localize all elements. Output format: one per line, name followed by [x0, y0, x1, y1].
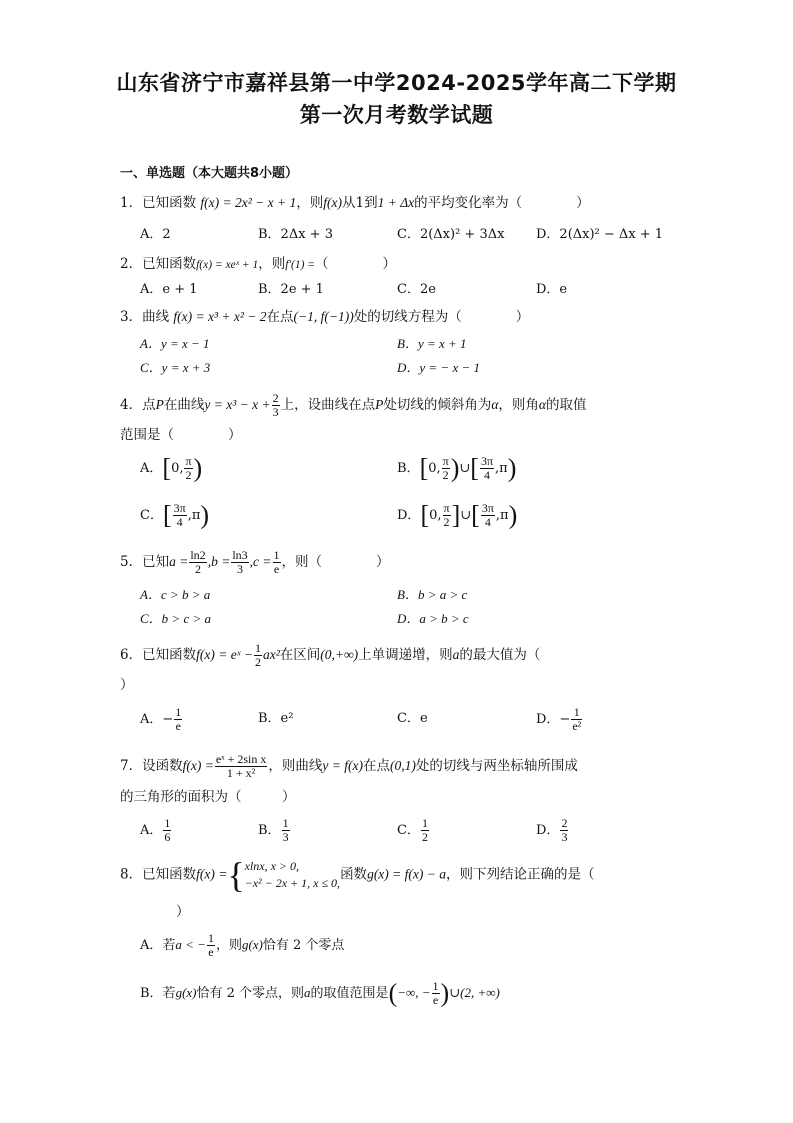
right-paren: ) [507, 453, 517, 483]
left-bracket: [ [162, 500, 172, 530]
fraction-denominator: e [432, 993, 439, 1007]
fraction-denominator: 2 [185, 468, 192, 482]
q6-text-3: 上单调递增，则 [358, 647, 453, 663]
fraction-denominator: 3 [561, 830, 568, 844]
question-7-line-2: 的三角形的面积为（ ） [120, 789, 296, 805]
question-2 [120, 254, 396, 275]
q7-a-fraction [163, 817, 171, 844]
left-paren: ( [388, 978, 398, 1008]
question-number: 5． [120, 554, 143, 570]
question-8 [120, 855, 595, 895]
q7-option-d[interactable] [536, 817, 569, 844]
option-formula: a < − [175, 937, 206, 952]
interval-end: ,π [495, 461, 508, 476]
fraction-numerator: 1 [175, 705, 182, 719]
q4-text-1: 点 [142, 397, 156, 413]
q2-option-c[interactable]: C．2e [397, 282, 436, 297]
q4-text-2: 在曲线 [163, 397, 205, 413]
fraction-denominator: 2 [421, 830, 428, 844]
union-symbol: ∪ [460, 508, 472, 523]
question-1 [120, 193, 590, 213]
q3-option-c[interactable]: C．y = x + 3 [140, 360, 211, 375]
q5-fraction-b [231, 549, 248, 576]
right-paren: ) [450, 453, 460, 483]
fraction-numerator: 1 [273, 548, 280, 562]
q6-text-1: 已知函数 [142, 647, 197, 663]
q3-option-d[interactable]: D．y = − x − 1 [397, 360, 480, 375]
interval-second: (2, +∞) [460, 985, 500, 1000]
q7-formula-2: y = f(x) [322, 758, 363, 773]
q4-option-c[interactable] [140, 502, 209, 529]
fraction-numerator: 1 [421, 816, 428, 830]
fraction-denominator: 2 [254, 655, 261, 669]
fraction-denominator: 1 + x² [226, 766, 256, 780]
q4-d-fraction-1 [443, 502, 451, 529]
fraction-numerator: 1 [571, 706, 582, 720]
fraction-denominator: 3 [236, 562, 243, 576]
option-text: 的取值范围是 [310, 986, 389, 1001]
q8-a-fraction [207, 932, 215, 959]
q5-var-b: ,b = [207, 554, 231, 569]
fraction-numerator: 3π [481, 501, 494, 515]
option-letter: B． [397, 461, 420, 476]
piecewise-case-2: −x² − 2x + 1, x ≤ 0, [244, 876, 341, 890]
q6-d-fraction [571, 706, 582, 733]
question-number: 6． [120, 647, 143, 663]
q1-formula-1: f(x) = 2x² − x + 1 [200, 195, 297, 210]
option-letter: D． [397, 508, 421, 523]
fraction-denominator: 4 [484, 515, 491, 529]
fraction-numerator: ln3 [232, 548, 248, 562]
interval-end: ,π [495, 508, 509, 523]
q4-text-4: 处切线的倾斜角为 [383, 397, 492, 413]
fraction-numerator: 1 [207, 931, 214, 945]
q4-fraction [272, 392, 280, 419]
option-formula: a [304, 985, 311, 1000]
fraction-numerator: 1 [254, 641, 261, 655]
fraction-denominator: e² [572, 719, 582, 733]
q5-fraction-c [273, 549, 281, 576]
q1-text-4: 的平均变化率为（ ） [414, 195, 590, 211]
q8-text-1: 已知函数 [142, 866, 197, 883]
q7-c-fraction [421, 817, 429, 844]
option-formula: g(x) [175, 985, 197, 1000]
q5-text-2: ，则（ ） [281, 554, 390, 570]
q8-option-b[interactable] [140, 980, 500, 1007]
option-formula: g(x) [241, 937, 263, 952]
interval-start: 0, [428, 461, 441, 476]
question-number: 2． [120, 256, 143, 272]
q2-option-d[interactable]: D．e [536, 282, 568, 297]
interval-start: 0, [171, 461, 184, 476]
fraction-denominator: 6 [164, 830, 171, 844]
q6-formula-4: a [452, 647, 460, 662]
question-4-line-2: 范围是（ ） [120, 427, 242, 443]
piecewise-cases [245, 858, 340, 892]
q5-option-c[interactable]: C．b > c > a [140, 611, 211, 626]
q4-option-b[interactable] [397, 455, 516, 482]
q5-option-d[interactable]: D．a > b > c [397, 611, 469, 626]
q7-option-a[interactable] [140, 817, 172, 844]
fraction-numerator: 1 [282, 816, 289, 830]
q8-text-2: 函数 [340, 866, 368, 883]
q8-formula-2: g(x) = f(x) − a [367, 866, 446, 882]
interval-start: −∞, − [397, 985, 431, 1000]
fraction-denominator: 2 [442, 468, 449, 482]
option-letter: C． [140, 508, 163, 523]
q7-text-2: ，则曲线 [268, 758, 323, 774]
left-bracket: [ [419, 453, 429, 483]
fraction-numerator: π [443, 501, 450, 515]
right-paren: ) [200, 500, 210, 530]
q4-formula-4: α [491, 397, 499, 412]
q2-text-2: ，则 [258, 256, 286, 272]
title-line-2: 第一次月考数学试题 [299, 103, 494, 127]
question-number: 4． [120, 397, 143, 413]
q4-formula-1: P [155, 397, 164, 412]
option-letter: B． [258, 823, 281, 838]
fraction-numerator: 3π [173, 501, 186, 515]
q6-formula-1: f(x) = eˣ − [196, 647, 253, 662]
option-letter: C． [397, 823, 420, 838]
question-4 [120, 392, 587, 419]
fraction-numerator: 1 [164, 816, 171, 830]
q8-option-a[interactable] [140, 932, 344, 959]
q4-d-fraction-2 [481, 502, 495, 529]
right-bracket: ] [451, 500, 461, 530]
fraction-numerator: 2 [272, 391, 279, 405]
q1-text-2: ，则 [296, 195, 324, 211]
option-text: D．− [536, 712, 571, 727]
q6-option-b[interactable]: B．e² [258, 711, 294, 726]
q5-option-a[interactable]: A．c > b > a [140, 587, 211, 602]
q2-text-3: （ ） [315, 256, 397, 272]
q3-formula-1: f(x) = x³ + x² − 2 [173, 309, 267, 324]
interval-start: 0, [429, 508, 442, 523]
right-paren: ) [193, 453, 203, 483]
q7-text-4: 处的切线与两坐标轴所围成 [415, 758, 578, 774]
q1-option-a[interactable]: A．2 [140, 227, 171, 242]
q7-option-c[interactable] [397, 817, 430, 844]
q3-option-a[interactable]: A．y = x − 1 [140, 336, 210, 351]
question-number: 3． [120, 309, 143, 325]
q5-var-a: a = [169, 554, 189, 569]
q2-text-1: 已知函数 [142, 256, 197, 272]
fraction-numerator: π [442, 454, 449, 468]
option-text: ，则 [215, 938, 242, 953]
q1-formula-2: f(x) [323, 195, 342, 210]
piecewise-case-1: xlnx, x > 0, [244, 859, 300, 873]
q6-formula-3: (0,+∞) [320, 647, 359, 662]
q1-text-1: 已知函数 [142, 195, 197, 211]
q6-a-fraction [174, 706, 182, 733]
q8-text-3: ，则下列结论正确的是（ [446, 866, 595, 883]
q7-fraction [215, 753, 268, 780]
question-number: 7． [120, 758, 143, 774]
q1-text-3: 从1到 [341, 195, 378, 211]
q1-formula-3: 1 + Δx [377, 195, 415, 210]
fraction-denominator: 3 [282, 830, 289, 844]
interval-end: ,π [187, 508, 201, 523]
q6-text-4: 的最大值为（ [459, 647, 541, 663]
question-number: 8． [120, 866, 143, 883]
q5-fraction-a [189, 549, 206, 576]
q7-text-3: 在点 [362, 758, 390, 774]
q7-formula-3: (0,1) [389, 758, 416, 773]
q2-option-a[interactable]: A．e + 1 [140, 282, 198, 297]
fraction-denominator: 3 [272, 405, 279, 419]
q8-b-fraction [432, 980, 440, 1007]
fraction-denominator: e [175, 719, 181, 733]
q1-option-b[interactable]: B．2Δx + 3 [258, 227, 333, 242]
question-3 [120, 307, 529, 327]
q3-text-3: 处的切线方程为（ ） [353, 309, 530, 325]
option-letter: D． [536, 823, 560, 838]
fraction-denominator: 2 [443, 515, 450, 529]
q4-b-fraction-2 [480, 455, 494, 482]
q7-formula-1: f(x) = [182, 758, 214, 773]
q2-formula-1: f(x) = xeˣ + 1 [196, 259, 259, 271]
option-letter: A． [140, 461, 163, 476]
fraction-numerator: 3π [480, 454, 494, 468]
left-bracket: [ [420, 500, 430, 530]
left-bracket: [ [470, 453, 479, 483]
q4-option-a[interactable] [140, 455, 202, 482]
right-paren: ) [508, 500, 518, 530]
q6-text-2: 在区间 [279, 647, 321, 663]
q5-text-1: 已知 [142, 554, 170, 570]
q4-a-fraction [184, 455, 192, 482]
left-bracket: [ [471, 500, 480, 530]
q4-c-fraction [173, 502, 187, 529]
q5-option-b[interactable]: B．b > a > c [397, 587, 468, 602]
q6-formula-2: ax² [262, 647, 280, 662]
q7-b-fraction [282, 817, 290, 844]
q8-formula-1: f(x) = [196, 866, 228, 882]
fraction-numerator: π [185, 454, 192, 468]
fraction-denominator: 4 [176, 515, 183, 529]
section-heading: 一、单选题（本大题共8小题） [120, 166, 299, 181]
union-symbol: ∪ [459, 461, 471, 476]
q4-text-5: ，则角 [498, 397, 539, 413]
q6-option-a[interactable] [140, 706, 183, 733]
q4-b-fraction-1 [442, 455, 450, 482]
q1-option-d[interactable]: D．2(Δx)² − Δx + 1 [536, 227, 664, 242]
option-text: 恰有 2 个零点 [262, 938, 345, 953]
option-text: A．若 [140, 938, 176, 953]
q4-text-6: 的取值 [546, 397, 587, 413]
option-text: A．− [140, 712, 174, 727]
option-text: B．若 [140, 986, 176, 1001]
q3-text-2: 在点 [266, 309, 294, 325]
question-6 [120, 642, 540, 669]
right-paren: ) [440, 978, 450, 1008]
fraction-numerator: 2 [561, 816, 568, 830]
q6-option-c[interactable]: C．e [397, 711, 428, 726]
option-text: 恰有 2 个零点，则 [196, 986, 305, 1001]
fraction-denominator: 2 [195, 562, 202, 576]
q1-option-c[interactable]: C．2(Δx)² + 3Δx [397, 227, 505, 242]
question-6-line-2: ） [120, 677, 134, 693]
union-symbol: ∪ [449, 986, 461, 1001]
fraction-numerator: 1 [432, 979, 439, 993]
fraction-denominator: e [208, 945, 214, 959]
q4-formula-3: P [375, 397, 384, 412]
question-8-line-2: ） [176, 904, 190, 920]
q4-text-3: 上，设曲线在点 [280, 397, 376, 413]
question-5 [120, 549, 390, 576]
q7-d-fraction [560, 817, 568, 844]
q4-option-d[interactable] [397, 502, 517, 529]
q2-formula-2: f′(1) = [285, 259, 316, 271]
q6-fraction [254, 642, 262, 669]
option-letter: A． [140, 823, 163, 838]
fraction-denominator: 4 [483, 468, 490, 482]
q4-formula-2: y = x³ − x + [204, 397, 271, 412]
q4-formula-5: α [538, 397, 547, 412]
piecewise-brace: { [227, 855, 245, 895]
q6-option-d[interactable] [536, 706, 583, 733]
q5-var-c: ,c = [249, 554, 272, 569]
fraction-denominator: e [273, 562, 280, 576]
q2-option-b[interactable]: B．2e + 1 [258, 282, 324, 297]
title-line-1: 山东省济宁市嘉祥县第一中学2024-2025学年高二下学期 [116, 71, 677, 95]
q3-option-b[interactable]: B．y = x + 1 [397, 336, 467, 351]
fraction-numerator: ln2 [190, 548, 206, 562]
q3-text-1: 曲线 [142, 309, 170, 325]
question-number: 1． [120, 195, 143, 211]
question-7 [120, 753, 578, 780]
left-bracket: [ [162, 453, 172, 483]
q7-option-b[interactable] [258, 817, 291, 844]
fraction-numerator: eˣ + 2sin x [215, 752, 267, 766]
q7-text-1: 设函数 [142, 758, 183, 774]
q3-formula-2: (−1, f(−1)) [293, 309, 354, 324]
